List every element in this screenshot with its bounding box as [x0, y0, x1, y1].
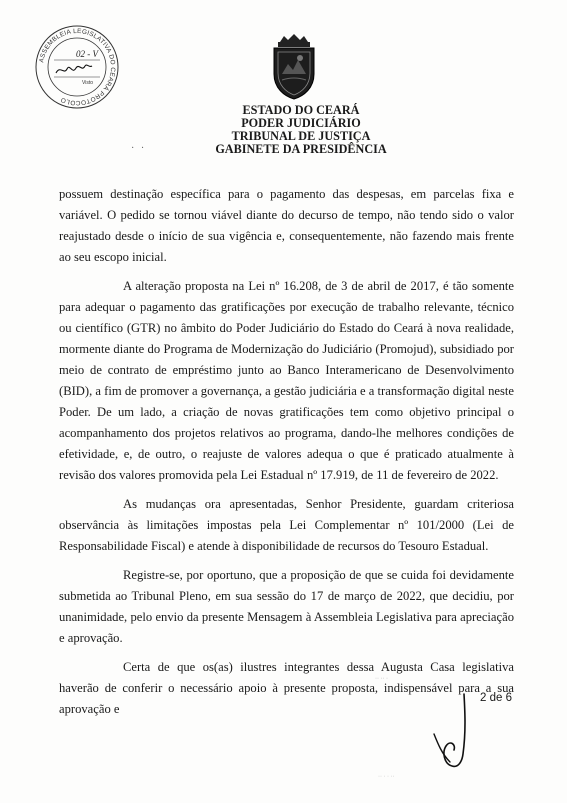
paragraph: As mudanças ora apresentadas, Senhor Presidente, guardam criteriosa observância às limitações impostas pela Lei Complementar nº 101/2000 (Lei de Responsabilidade Fiscal) e atende à disponibilidade de recursos do Tesouro Estadual. — [59, 497, 514, 553]
scan-artifact: ·· ·· · — [375, 676, 388, 682]
paragraph: possuem destinação específica para o pagamento das despesas, em parcelas fixa e variável. O pedido se tornou viável diante do decurso de tempo, não tendo sido o valor reajustado desde o início de sua vigência e, consequentemente, não fazendo mais frente ao seu escopo inicial. — [59, 187, 514, 264]
page-number: 2 de 6 — [480, 692, 512, 704]
scan-dots: · · — [131, 143, 147, 154]
paragraph: Registre-se, por oportuno, que a proposição de que se cuida foi devidamente submetida ao Tribunal Pleno, em sua sessão do 17 de março de 2022, que decidiu, por unanimidade, pelo envio da presente Mensagem à Assembleia Legislativa para apreciação e aprovação. — [59, 568, 514, 645]
state-crest-icon — [266, 34, 322, 100]
paragraph: A alteração proposta na Lei nº 16.208, de 3 de abril de 2017, é tão somente para adequar o pagamento das gratificações por execução de trabalho relevante, técnico ou científico (GTR) no âmbito do Poder Judiciário do Estado do Ceará à nova realidade, mormente diante do Programa de Modernização do Judiciário (Promojud), subsidiado por meio de contrato de empréstimo junto ao Banco Interamericano de Desenvolvimento (BID), a fim de promover a governança, a gestão judiciária e a transformação digital neste Poder. De um lado, a criação de novas gratificações tem como objetivo principal o acompanhamento dos projetos relativos ao programa, dando-lhe melhores condições de efetividade, e, de outro, o reajuste de valores adequa o que é praticado atualmente à revisão dos valores promovida pela Lei Estadual nº 17.919, de 11 de fevereiro de 2022. — [59, 279, 514, 482]
stamp-ring-text: ASSEMBLEIA LEGISLATIVA DO CEARÁ PROTOCOLO — [38, 27, 117, 107]
stamp-visto: Visto — [82, 80, 94, 86]
protocol-stamp — [34, 24, 120, 110]
paragraph: Certa de que os(as) ilustres integrantes dessa Augusta Casa legislativa haverão de conferir o necessário apoio à presente proposta, indispensável para a sua aprovação e — [59, 660, 514, 716]
letterhead-state: ESTADO DO CEARÁ — [242, 103, 360, 117]
letterhead-power: PODER JUDICIÁRIO — [241, 116, 361, 130]
letterhead-office: GABINETE DA PRESIDÊNCIA — [215, 142, 387, 156]
letterhead — [0, 104, 567, 156]
stamp-date: 02 - V — [76, 49, 98, 59]
document-body — [59, 184, 514, 728]
handwritten-initials — [420, 692, 490, 774]
scan-artifact: ·· · · ·· — [378, 774, 395, 780]
letterhead-court: TRIBUNAL DE JUSTIÇA — [231, 129, 371, 143]
